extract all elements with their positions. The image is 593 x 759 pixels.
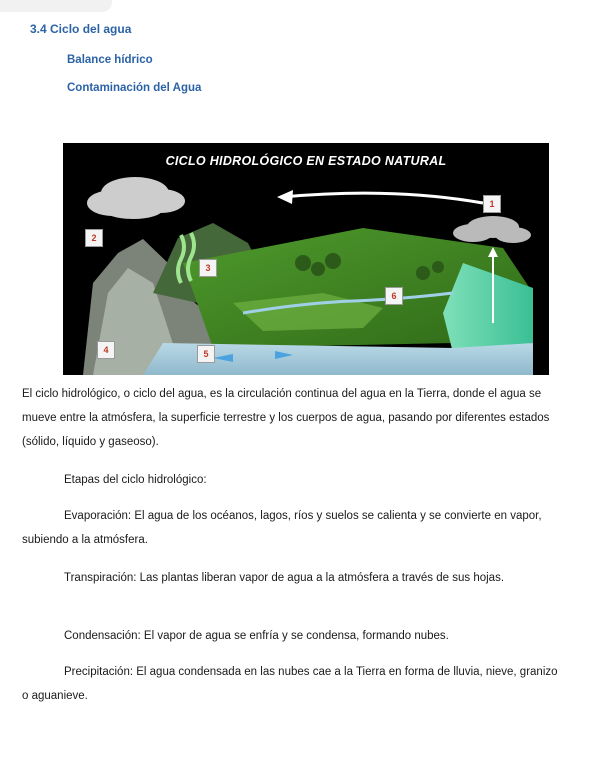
diagram-label-1: 1 bbox=[483, 195, 501, 213]
water-cycle-artwork bbox=[63, 143, 549, 375]
diagram-label-5: 5 bbox=[197, 345, 215, 363]
section-heading: 3.4 Ciclo del agua bbox=[30, 22, 132, 36]
stage-condensacion bbox=[22, 624, 562, 648]
water-cycle-illustration bbox=[63, 143, 549, 375]
stage-transpiracion-text: Transpiración: Las plantas liberan vapor de agua a la atmósfera a través de sus hojas. bbox=[64, 572, 505, 584]
stages-heading bbox=[22, 468, 562, 492]
diagram-label-6: 6 bbox=[385, 287, 403, 305]
top-tab-decoration bbox=[0, 0, 112, 12]
stage-evaporacion bbox=[22, 504, 562, 552]
diagram-label-3: 3 bbox=[199, 259, 217, 277]
stage-evaporacion-text: Evaporación: El agua de los océanos, lagos, ríos y suelos se calienta y se convierte en vapor, subiendo a la atmósfera. bbox=[22, 510, 542, 546]
stages-heading-text: Etapas del ciclo hidrológico: bbox=[64, 474, 207, 486]
stage-precipitacion bbox=[22, 660, 562, 708]
stage-precipitacion-text: Precipitación: El agua condensada en las nubes cae a la Tierra en forma de lluvia, nieve, granizo o aguanieve. bbox=[22, 666, 558, 702]
left-cloud bbox=[87, 177, 185, 219]
intro-paragraph: El ciclo hidrológico, o ciclo del agua, es la circulación continua del agua en la Tierra, donde el agua se mueve entre la atmósfera, la superficie terrestre y los cuerpos de agua, pasando por diferentes estados (sólido, líquido y gaseoso). bbox=[22, 388, 550, 448]
link-contaminacion-agua[interactable]: Contaminación del Agua bbox=[67, 82, 202, 94]
sky-arrow bbox=[283, 193, 483, 203]
diagram-label-4: 4 bbox=[97, 341, 115, 359]
link-balance-hidrico[interactable]: Balance hídrico bbox=[67, 54, 153, 66]
stage-transpiracion bbox=[22, 566, 562, 590]
diagram-label-2: 2 bbox=[85, 229, 103, 247]
stage-condensacion-text: Condensación: El vapor de agua se enfría y se condensa, formando nubes. bbox=[64, 630, 449, 642]
figure-title: CICLO HIDROLÓGICO EN ESTADO NATURAL bbox=[165, 154, 447, 168]
right-cloud bbox=[453, 216, 531, 243]
